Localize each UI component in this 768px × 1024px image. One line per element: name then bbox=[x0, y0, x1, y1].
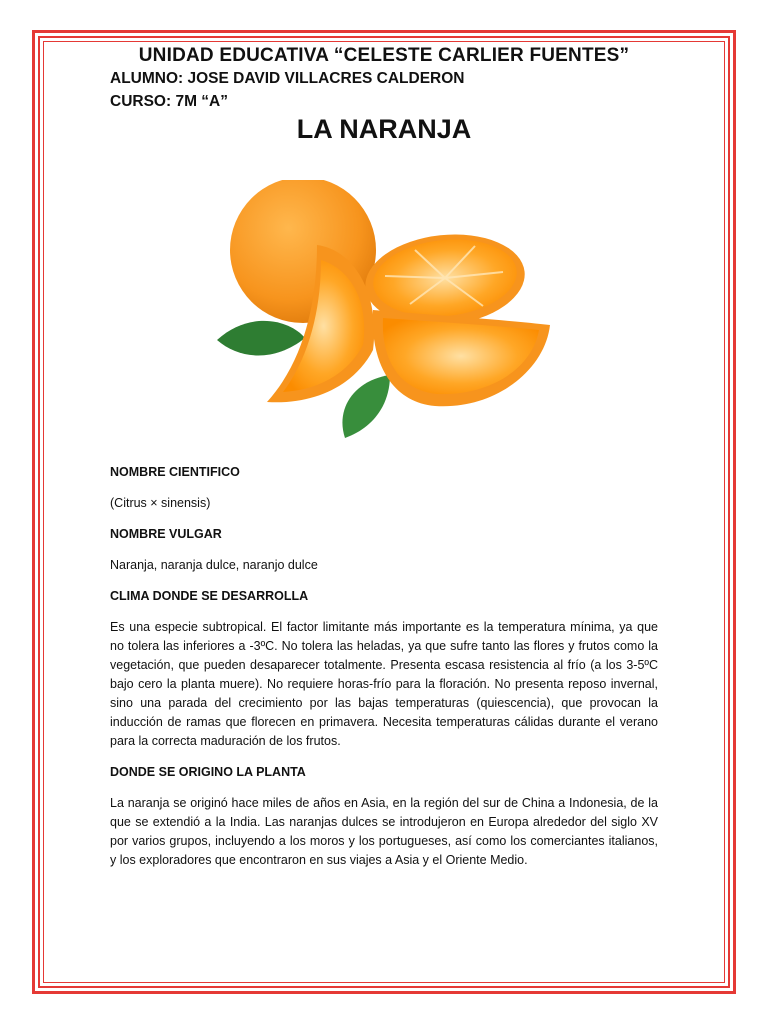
leaf-left bbox=[217, 321, 305, 356]
page-title: LA NARANJA bbox=[296, 114, 472, 144]
content-body bbox=[110, 463, 658, 882]
section-heading-scientific-name: NOMBRE CIENTIFICO bbox=[110, 465, 240, 479]
section-heading-common-name: NOMBRE VULGAR bbox=[110, 527, 222, 541]
section-heading-climate: CLIMA DONDE SE DESARROLLA bbox=[110, 589, 309, 603]
orange-fruit-illustration bbox=[205, 180, 565, 445]
section-text-common-name: Naranja, naranja dulce, naranjo dulce bbox=[110, 558, 318, 572]
section-text-origin: La naranja se originó hace miles de años en Asia, en la región del sur de China a Indonesia, de la que se extendió a la India. Las naranjas dulces se introdujeron en Europa alrededor del siglo XV por varios grupos, incluyendo a los moros y los portugueses, así como los comerciantes italianos, y los exploradores que encontraron en sus viajes a Asia y el Oriente Medio. bbox=[110, 796, 658, 867]
school-name: UNIDAD EDUCATIVA “CELESTE CARLIER FUENTES” bbox=[138, 45, 630, 66]
section-heading-origin: DONDE SE ORIGINO LA PLANTA bbox=[110, 765, 306, 779]
leaf-bottom bbox=[342, 375, 390, 438]
course-label: CURSO: 7M “A” bbox=[110, 93, 228, 110]
student-name: ALUMNO: JOSE DAVID VILLACRES CALDERON bbox=[110, 70, 465, 87]
section-text-scientific-name: (Citrus × sinensis) bbox=[110, 496, 211, 510]
section-text-climate: Es una especie subtropical. El factor limitante más importante es la temperatura mínima, ya que no tolera las inferiores a -3ºC. No tolera las heladas, ya que sufre tanto las flores y frutos como la vegetación, que pueden desaparecer totalmente. Presenta escasa resistencia al frío (a los 3-5ºC bajo cero la planta muere). No requiere horas-frío para la floración. No presenta reposo invernal, sino una parada del crecimiento por las bajas temperaturas (quiescencia), que provocan la inducción de ramas que florecen en primavera. Necesita temperaturas cálidas durante el verano para la correcta maduración de los frutos. bbox=[110, 620, 658, 748]
